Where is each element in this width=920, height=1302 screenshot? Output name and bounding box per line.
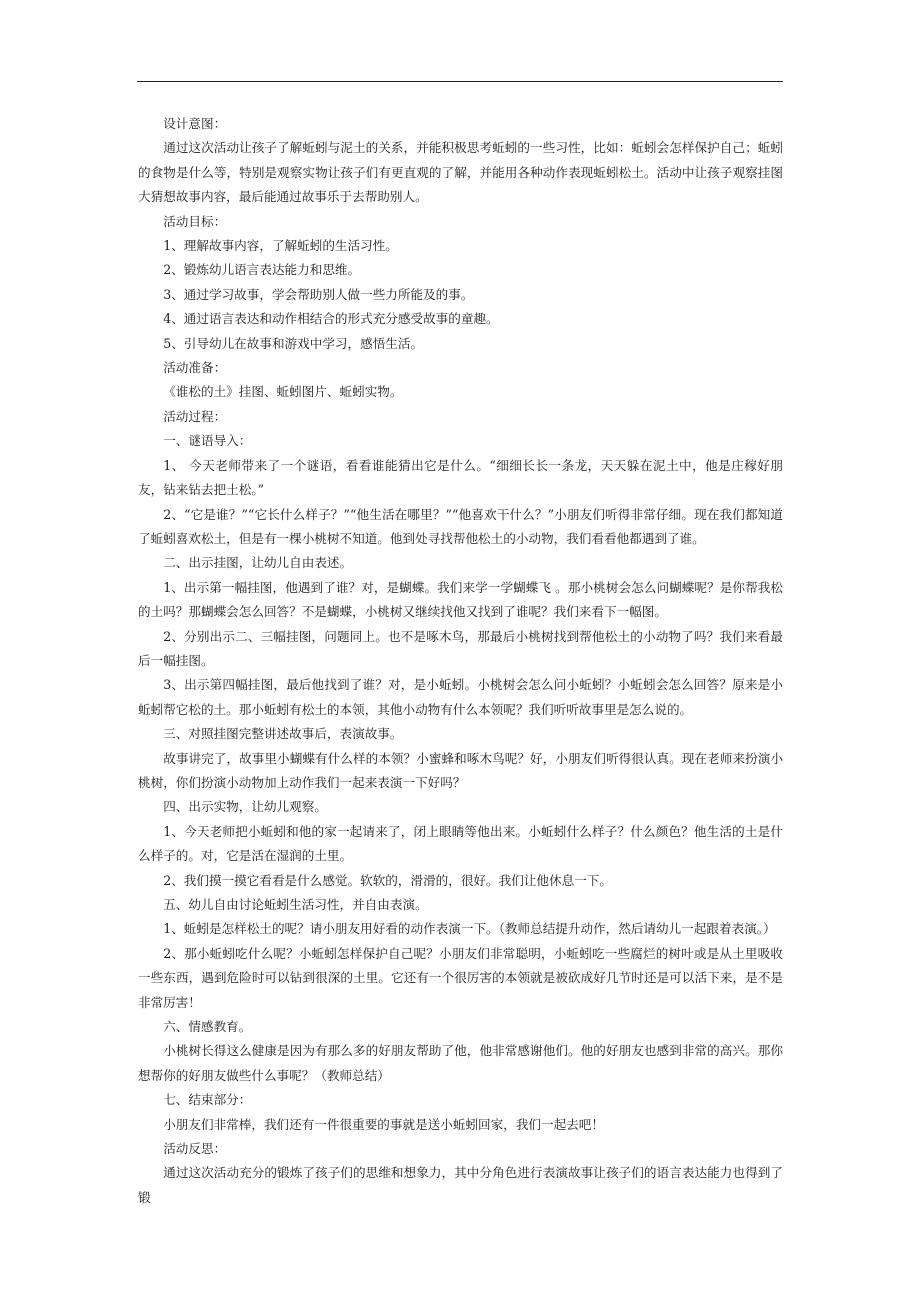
list-item: 1、出示第一幅挂图，他遇到了谁？对，是蝴蝶。我们来学一学蝴蝶飞 。那小桃树会怎么问蝴蝶呢？是你帮我松的土吗？那蝴蝶会怎么回答？不是蝴蝶，小桃树又继续找他又找到了谁呢？我们来看下一幅图。 [138,579,783,620]
paragraph: 小桃树长得这么健康是因为有那么多的好朋友帮助了他，他非常感谢他们。他的好朋友也感到非常的高兴。那你想帮你的好朋友做些什么事呢？（教师总结） [138,1043,783,1083]
document-body [138,112,783,1210]
section-heading: 四、出示实物，让幼儿观察。 [163,799,327,815]
paragraph: 小朋友们非常棒，我们还有一件很重要的事就是送小蚯蚓回家，我们一起去吧！ [163,1116,604,1132]
heading-reflection: 活动反思： [163,1141,227,1157]
list-item: 2、我们摸一摸它看看是什么感觉。软软的，滑滑的，很好。我们让他休息一下。 [163,872,612,888]
header-rule [137,81,783,82]
paragraph: 通过这次活动让孩子了解蚯蚓与泥土的关系，并能积极思考蚯蚓的一些习性，比如：蚯蚓会怎样保护自己；蚯蚓的食物是什么等，特别是观察实物让孩子们有更直观的了解，并能用各种动作表现蚯蚓松土。活动中让孩子观察挂图大猜想故事内容，最后能通过故事乐于去帮助别人。 [138,140,783,205]
heading-preparation: 活动准备： [163,360,227,376]
list-item: 4、通过语言表达和动作相结合的形式充分感受故事的童趣。 [163,311,499,327]
section-heading: 一、谜语导入： [163,433,252,449]
list-item: 3、通过学习故事，学会帮助别人做一些力所能及的事。 [163,286,474,302]
list-item: 2、“它是谁？”“它长什么样子？”“他生活在哪里？”“他喜欢干什么？”小朋友们听得非常仔细。现在我们都知道了蚯蚓喜欢松土，但是有一棵小桃树不知道。他到处寻找帮他松土的小动物，我们看看他都遇到了谁。 [138,506,783,546]
heading-objectives: 活动目标： [163,213,227,229]
list-item: 1、理解故事内容，了解蚯蚓的生活习性。 [163,238,398,254]
paragraph: 通过这次活动充分的锻炼了孩子们的思维和想象力，其中分角色进行表演故事让孩子们的语言表达能力也得到了锻 [138,1165,783,1205]
heading-process: 活动过程： [163,408,227,424]
heading-design-intent: 设计意图： [163,116,227,131]
section-heading: 二、出示挂图，让幼儿自由表述。 [163,555,353,571]
list-item: 1、 今天老师带来了一个谜语，看看谁能猜出它是什么。“细细长长一条龙，天天躲在泥土中，他是庄稼好朋友，钻来钻去把土松。” [138,457,783,498]
list-item: 2、那小蚯蚓吃什么呢？小蚯蚓怎样保护自己呢？小朋友们非常聪明，小蚯蚓吃一些腐烂的树叶或是从土里吸收一些东西，遇到危险时可以钻到很深的土里。它还有一个很厉害的本领就是被砍成好几节时还是可以活下来，是不是非常厉害！ [138,945,783,1010]
list-item: 3、出示第四幅挂图，最后他找到了谁？对，是小蚯蚓。小桃树会怎么问小蚯蚓？小蚯蚓会怎么回答？原来是小蚯蚓帮它松的土。那小蚯蚓有松土的本领，其他小动物有什么本领呢？我们听听故事里是怎么说的。 [138,677,783,717]
section-heading: 七、结束部分： [163,1092,252,1108]
list-item: 1、蚯蚓是怎样松土的呢？请小朋友用好看的动作表演一下。（教师总结提升动作，然后请幼儿一起跟着表演。） [163,921,776,937]
list-item: 5、引导幼儿在故事和游戏中学习，感悟生活。 [163,335,424,351]
list-item: 2、锻炼幼儿语言表达能力和思维。 [163,262,361,278]
section-heading: 五、幼儿自由讨论蚯蚓生活习性，并自由表演。 [163,897,428,912]
list-item: 1、今天老师把小蚯蚓和他的家一起请来了，闭上眼睛等他出来。小蚯蚓什么样子？什么颜色？他生活的土是什么样子的。对，它是活在湿润的土里。 [138,823,783,864]
paragraph: 故事讲完了，故事里小蝴蝶有什么样的本领？小蜜蜂和啄木鸟呢？好，小朋友们听得很认真。现在老师来扮演小桃树，你们扮演小动物加上动作我们一起来表演一下好吗？ [138,750,783,790]
section-heading: 六、情感教育。 [163,1019,252,1035]
list-item: 2、分别出示二、三幅挂图，问题同上。也不是啄木鸟，那最后小桃树找到帮他松土的小动物了吗？我们来看最后一幅挂图。 [138,628,783,668]
paragraph: 《谁松的土》挂图、蚯蚓图片、蚯蚓实物。 [163,384,403,400]
section-heading: 三、对照挂图完整讲述故事后，表演故事。 [163,726,403,742]
